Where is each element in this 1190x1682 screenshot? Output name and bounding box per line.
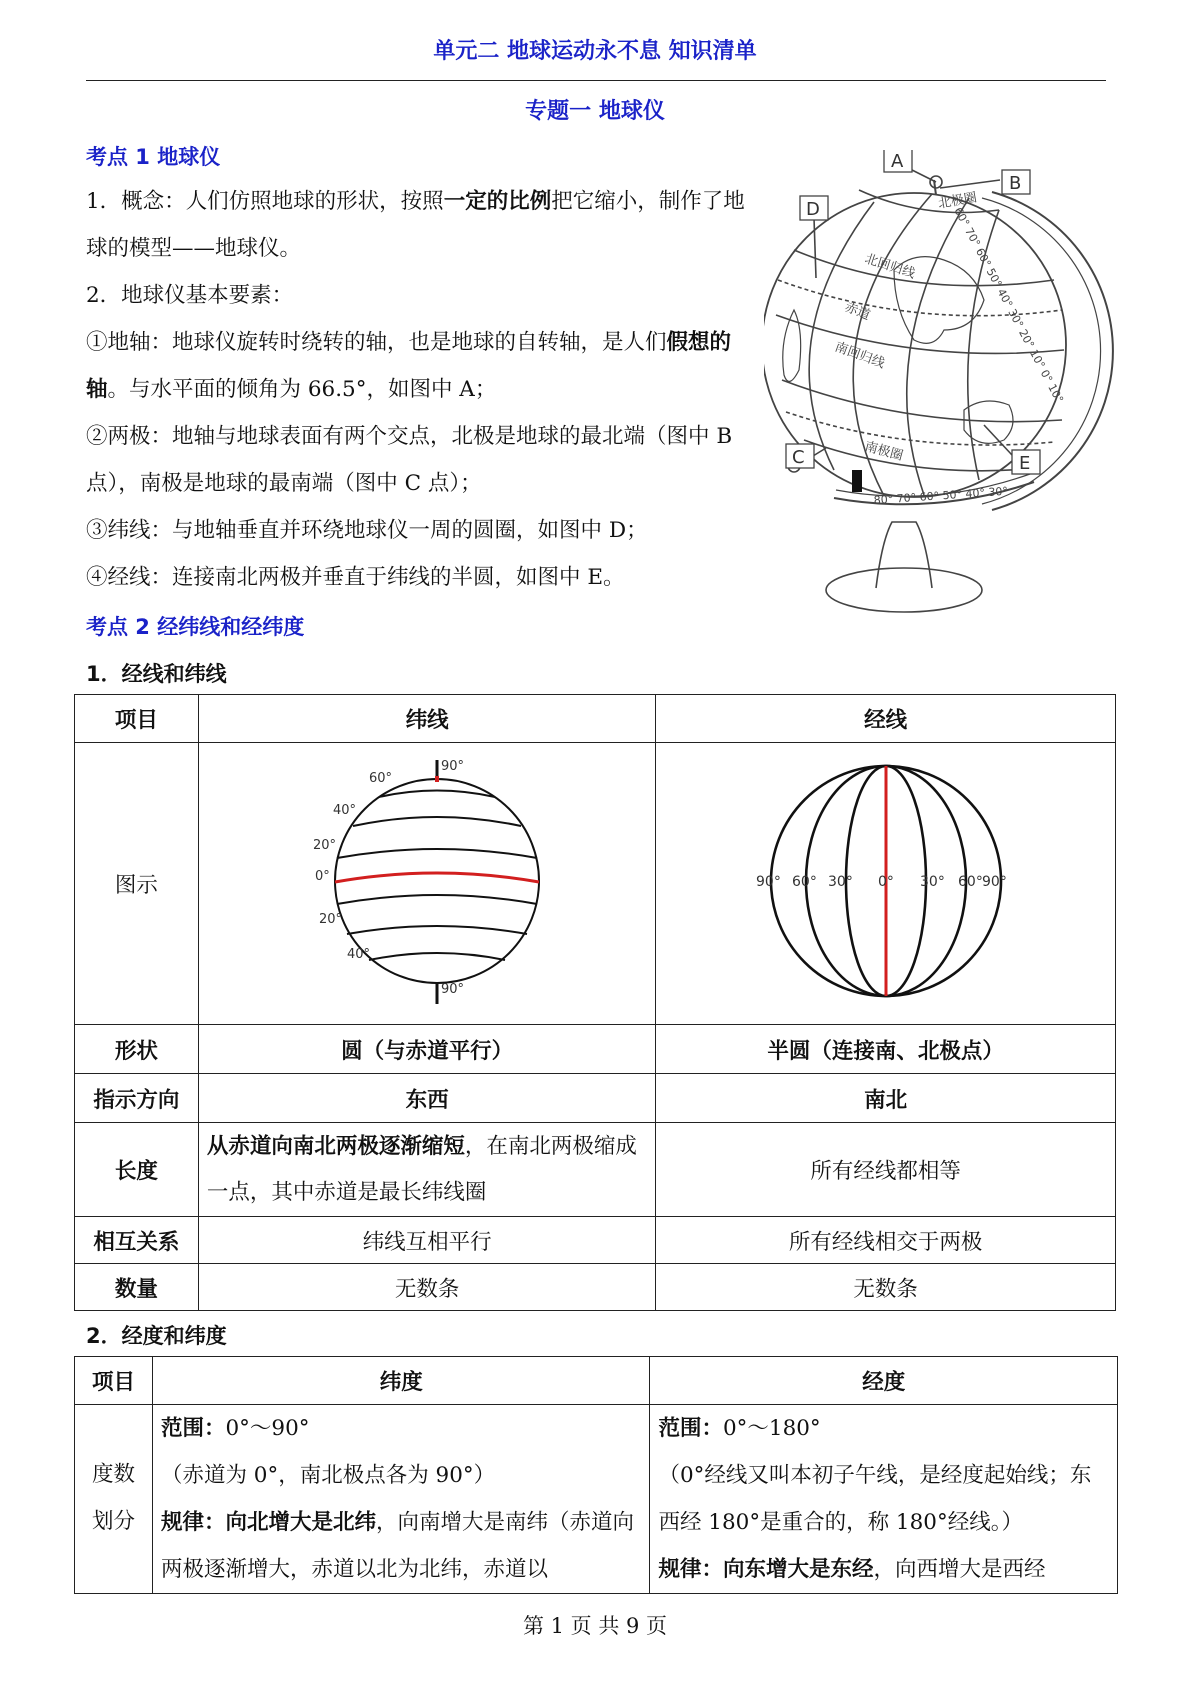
table2-header-row [75, 1357, 1118, 1405]
latitude-line [782, 380, 1062, 422]
table-header-row [75, 695, 1116, 743]
point1-body [86, 178, 756, 601]
svg-text:30°: 30° [919, 873, 945, 890]
table-row-diagram [75, 743, 1116, 1025]
row-label-count: 数量 [75, 1264, 199, 1311]
latitude-diagram [307, 746, 547, 1016]
svg-text:90°: 90° [981, 873, 1007, 890]
label-c: C [792, 447, 805, 468]
svg-text:90°: 90° [755, 873, 781, 890]
table-row-direction [75, 1074, 1116, 1123]
ring-scale-bottom: 80° 70° 60° 50° 40° 30° [873, 484, 1009, 507]
shape-longitude: 半圆（连接南、北极点） [656, 1025, 1116, 1074]
header-longitude-line: 经线 [656, 695, 1116, 743]
globe-stand [876, 522, 932, 588]
svg-text:60°: 60° [957, 873, 983, 890]
svg-text:20°: 20° [313, 837, 337, 853]
latitude-division: 范围：0°～90° （赤道为 0°，南北极点各为 90°） 规律：向北增大是北纬，向南增大是南纬（赤道向两极逐渐增大，赤道以北为北纬，赤道以 [152, 1405, 650, 1594]
row-label-diagram: 图示 [75, 743, 199, 1025]
svg-text:0°: 0° [315, 868, 330, 884]
shape-latitude: 圆（与赤道平行） [198, 1025, 656, 1074]
text-tropic-south: 南回归线 [832, 339, 887, 372]
lat-lon-degrees-table [74, 1356, 1118, 1594]
text-equator: 赤道 [842, 299, 873, 324]
table-row-count [75, 1264, 1116, 1311]
row-label-length: 长度 [75, 1123, 199, 1217]
latitude-diagram-cell [198, 743, 656, 1025]
row-label-direction: 指示方向 [75, 1074, 199, 1123]
header-latitude-line: 纬线 [198, 695, 656, 743]
longitude-diagram-cell [656, 743, 1116, 1025]
t2-header-longitude: 经度 [650, 1357, 1118, 1405]
concept-paragraph: 1．概念：人们仿照地球的形状，按照一定的比例把它缩小，制作了地球的模型——地球仪。 [86, 189, 745, 261]
subsection-1-title: 1．经线和纬线 [86, 662, 227, 686]
length-longitude: 所有经线都相等 [656, 1123, 1116, 1217]
longitude-division: 范围：0°～180° （0°经线又叫本初子午线，是经度起始线；东西经 180°是重合的，称 180°经线。） 规律：向东增大是东经，向西增大是西经 [650, 1405, 1118, 1594]
count-latitude: 无数条 [198, 1264, 656, 1311]
svg-text:40°: 40° [333, 802, 357, 818]
table-row-length [75, 1123, 1116, 1217]
text-tropic-north: 北回归线 [862, 251, 917, 282]
relation-longitude: 所有经线相交于两极 [656, 1217, 1116, 1264]
svg-text:30°: 30° [827, 873, 853, 890]
axis-paragraph: ①地轴：地球仪旋转时绕转的轴，也是地球的自转轴，是人们假想的轴。与水平面的倾角为 66.5°，如图中 A； [86, 330, 732, 402]
longitude-diagram [756, 756, 1016, 1006]
svg-text:90°: 90° [441, 981, 465, 997]
svg-text:90°: 90° [441, 758, 465, 774]
text-arctic-circle: 北极圈 [937, 190, 979, 212]
t2-header-item: 项目 [75, 1357, 153, 1405]
text-antarctic-circle: 南极圈 [862, 439, 905, 464]
svg-text:60°: 60° [791, 873, 817, 890]
svg-text:0°: 0° [877, 873, 894, 890]
table-row-relation [75, 1217, 1116, 1264]
point2-heading: 考点 2 经纬线和经纬度 [86, 615, 305, 639]
poles-paragraph: ②两极：地轴与地球表面有两个交点，北极是地球的最北端（图中 B 点），南极是地球的最南端（图中 C 点）； [86, 424, 733, 496]
label-b: B [1009, 173, 1022, 194]
table-row-shape [75, 1025, 1116, 1074]
svg-text:40°: 40° [347, 946, 371, 962]
direction-latitude: 东西 [198, 1074, 656, 1123]
row-label-division: 度数划分 [75, 1405, 153, 1594]
direction-longitude: 南北 [656, 1074, 1116, 1123]
label-e: E [1019, 453, 1031, 474]
count-longitude: 无数条 [656, 1264, 1116, 1311]
label-a: A [891, 151, 904, 172]
topic-title: 专题一 地球仪 [525, 99, 665, 124]
equator-line [335, 873, 539, 882]
relation-latitude: 纬线互相平行 [198, 1217, 656, 1264]
globe-illustration [764, 150, 1124, 620]
stand-clamp [852, 470, 862, 492]
globe-base [826, 568, 982, 612]
elements-title: 2．地球仪基本要素： [86, 283, 294, 308]
meridian-paragraph: ④经线：连接南北两极并垂直于纬线的半圆，如图中 E。 [86, 565, 625, 590]
ring-scale-right: 60° 70° 60° 50° 40° 30° 20° 10° 0° 10° [951, 205, 1066, 406]
latitude-line [804, 440, 1039, 471]
document-title: 单元二 地球运动永不息 知识清单 [433, 39, 757, 64]
header-divider [86, 80, 1106, 81]
row-label-shape: 形状 [75, 1025, 199, 1074]
page-footer: 第 1 页 共 9 页 [522, 1614, 668, 1638]
point1-heading: 考点 1 地球仪 [86, 145, 221, 169]
parallel-paragraph: ③纬线：与地轴垂直并环绕地球仪一周的圆圈，如图中 D； [86, 518, 648, 543]
subsection-2-title: 2．经度和纬度 [86, 1324, 227, 1348]
tropic-line [786, 412, 1054, 445]
meridian-line [907, 198, 969, 495]
t2-header-latitude: 纬度 [152, 1357, 650, 1405]
row-label-relation: 相互关系 [75, 1217, 199, 1264]
header-item: 项目 [75, 695, 199, 743]
lat-lon-lines-table [74, 694, 1116, 1311]
svg-text:60°: 60° [369, 770, 393, 786]
label-d: D [806, 199, 820, 220]
meridian-line [809, 202, 874, 470]
table2-row-division [75, 1405, 1118, 1594]
length-latitude: 从赤道向南北两极逐渐缩短，在南北两极缩成一点，其中赤道是最长纬线圈 [198, 1123, 656, 1217]
svg-text:20°: 20° [319, 911, 343, 927]
